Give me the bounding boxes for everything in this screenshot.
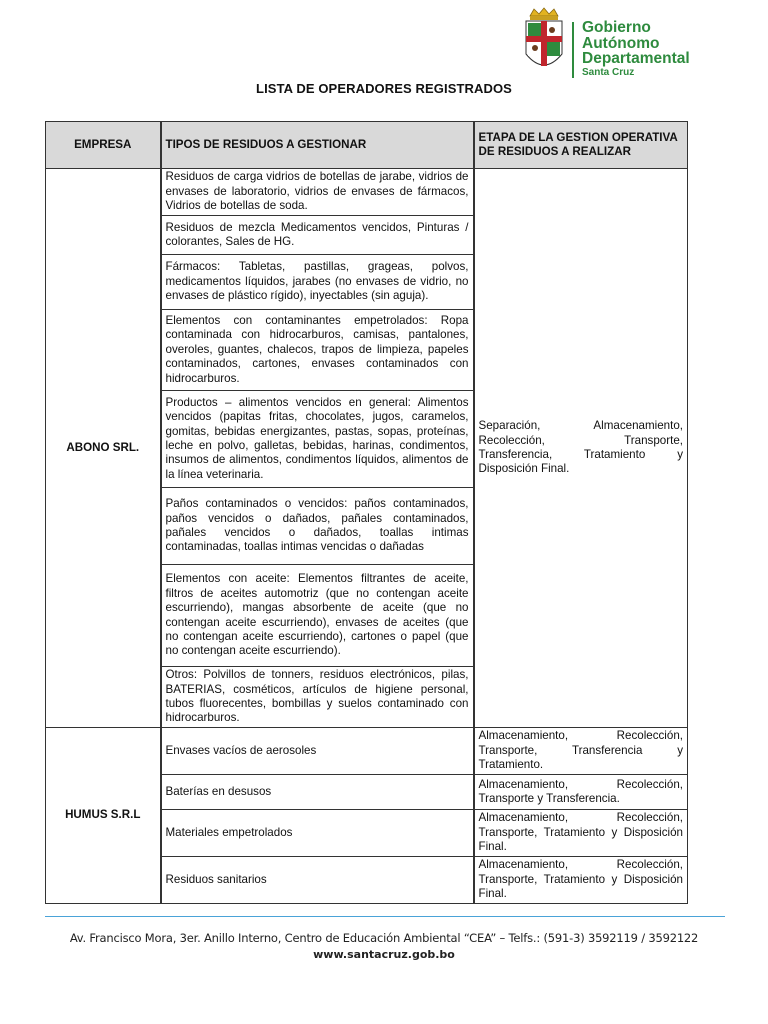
header-waste-types: TIPOS DE RESIDUOS A GESTIONAR	[161, 122, 474, 169]
logo-line-1: Gobierno	[582, 19, 651, 36]
waste-cell: Otros: Polvillos de tonners, residuos electrónicos, pilas, BATERIAS, cosméticos, artículos de higiene personal, tubos fluorecentes, bombillas y suelos contaminado con hidrocarburos.	[161, 667, 474, 728]
waste-cell: Materiales empetrolados	[161, 810, 474, 857]
stage-cell: Almacenamiento, Recolección, Transporte, Transferencia y Tratamiento.	[474, 728, 688, 775]
waste-cell: Envases vacíos de aerosoles	[161, 728, 474, 775]
company-cell: ABONO SRL.	[46, 169, 161, 728]
table-row	[46, 169, 688, 216]
header-company: EMPRESA	[46, 122, 161, 169]
logo-divider	[572, 22, 574, 78]
waste-cell: Paños contaminados o vencidos: paños contaminados, paños vencidos o dañados, pañales contaminados, pañales vencidos o dañados, toallas intimas contaminadas, toallas intimas vencidas o dañadas	[161, 488, 474, 565]
waste-cell: Fármacos: Tabletas, pastillas, grageas, polvos, medicamentos líquidos, jarabes (no envases de vidrio, no envases de plástico rígido), inyectables (sin aguja).	[161, 255, 474, 310]
header-stage: ETAPA DE LA GESTION OPERATIVA DE RESIDUOS A REALIZAR	[474, 122, 688, 169]
logo-line-2: Autónomo	[582, 34, 660, 52]
operators-table	[45, 121, 688, 904]
logo-text	[582, 20, 690, 79]
company-cell: HUMUS S.R.L	[46, 728, 161, 904]
waste-cell: Residuos sanitarios	[161, 857, 474, 904]
waste-cell: Baterías en desusos	[161, 775, 474, 810]
waste-cell: Residuos de mezcla Medicamentos vencidos, Pinturas / colorantes, Sales de HG.	[161, 216, 474, 255]
waste-cell: Elementos con aceite: Elementos filtrantes de aceite, filtros de aceites automotriz (que no contengan aceite escurriendo), mangas absorbente de aceite (que no contengan aceite escurriendo), envases de aceites (que no contengan aceite escurriendo), cartones o papel (que no contengan aceite escurriendo).	[161, 565, 474, 667]
footer-address: Av. Francisco Mora, 3er. Anillo Interno, Centro de Educación Ambiental “CEA” – Telfs.: (591-3) 3592119 / 3592122	[69, 931, 699, 945]
logo-line-3: Departamental	[582, 50, 690, 67]
page-title: LISTA DE OPERADORES REGISTRADOS	[256, 81, 512, 96]
footer-website: www.santacruz.gob.bo	[313, 948, 455, 961]
stage-cell: Almacenamiento, Recolección, Transporte y Transferencia.	[474, 775, 688, 810]
stage-cell: Almacenamiento, Recolección, Transporte, Tratamiento y Disposición Final.	[474, 857, 688, 904]
waste-cell: Residuos de carga vidrios de botellas de jarabe, vidrios de envases de laboratorio, vidrios de envases de fármacos, Vidrios de botellas de soda.	[161, 169, 474, 216]
table-row	[46, 728, 688, 775]
waste-cell: Productos – alimentos vencidos en general: Alimentos vencidos (papitas fritas, chocolates, jugos, caramelos, gomitas, bebidas energizantes, pastas, sopas, proteínas, leche en polvo, galletas, bebidas, harinas, condimentos, insumos de alimentos, condimentos líquidos, alimentos de la línea veterinaria.	[161, 391, 474, 488]
waste-cell: Elementos con contaminantes empetrolados: Ropa contaminada con hidrocarburos, camisas, pantalones, overoles, guantes, chalecos, trapos de limpieza, papeles contaminados, cartones, envases contaminados con hidrocarburos.	[161, 310, 474, 391]
stage-cell: Separación, Almacenamiento, Recolección, Transporte, Transferencia, Tratamiento y Disposición Final.	[474, 169, 688, 728]
santa-cruz-crest-icon	[520, 6, 568, 78]
logo-subtitle: Santa Cruz	[582, 66, 635, 78]
footer-divider	[45, 916, 725, 917]
table-header-row	[46, 122, 688, 169]
stage-cell: Almacenamiento, Recolección, Transporte, Tratamiento y Disposición Final.	[474, 810, 688, 857]
